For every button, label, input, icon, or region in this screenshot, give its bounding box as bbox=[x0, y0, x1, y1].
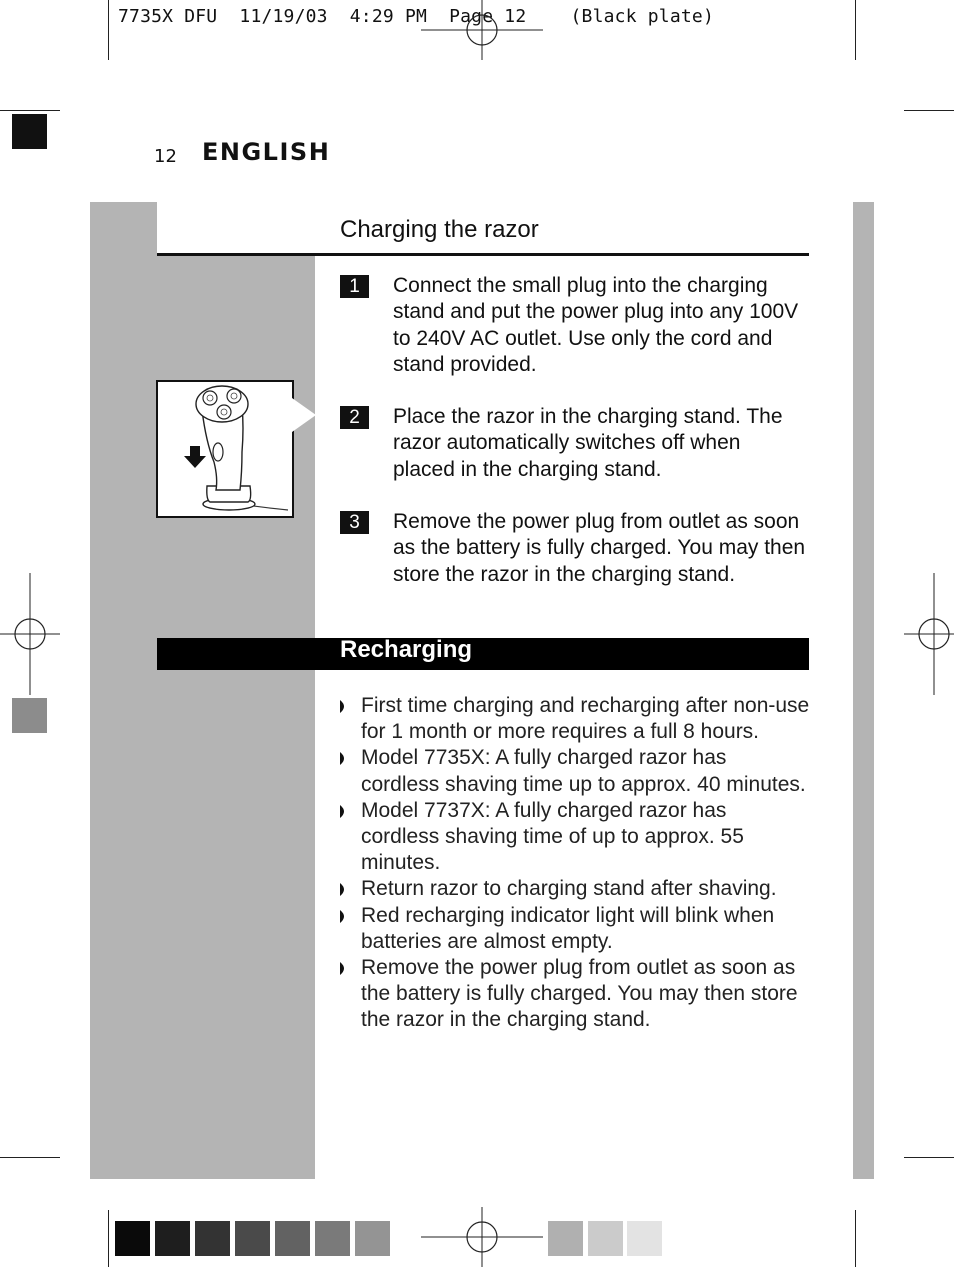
crop-mark bbox=[108, 0, 109, 60]
list-item-text: Return razor to charging stand after shaving. bbox=[361, 877, 777, 901]
list-item-text: Model 7735X: A fully charged razor has cordless shaving time up to approx. 40 minutes. bbox=[361, 746, 806, 796]
list-item bbox=[340, 693, 810, 745]
down-arrow-icon bbox=[184, 446, 206, 468]
crop-mark bbox=[904, 110, 954, 111]
bullet-icon bbox=[340, 883, 348, 896]
list-item-text: First time charging and recharging after non-use for 1 month or more requires a full 8 hours. bbox=[361, 694, 810, 744]
bullet-icon bbox=[340, 805, 348, 818]
step-number: 3 bbox=[340, 511, 369, 534]
grayscale-swatch bbox=[275, 1221, 310, 1256]
title-band bbox=[157, 202, 315, 254]
bullet-icon bbox=[340, 910, 348, 923]
list-item bbox=[340, 876, 810, 902]
grayscale-swatch bbox=[627, 1221, 662, 1256]
crop-mark bbox=[855, 1210, 856, 1267]
list-item-text: Red recharging indicator light will blink when batteries are almost empty. bbox=[361, 903, 775, 953]
list-item bbox=[340, 745, 810, 797]
razor-illustration bbox=[156, 380, 294, 518]
recharging-list bbox=[340, 693, 810, 1034]
list-item-text: Model 7737X: A fully charged razor has cordless shaving time of up to approx. 55 minutes. bbox=[361, 798, 744, 875]
crop-mark bbox=[108, 1210, 109, 1267]
registration-mark-icon bbox=[0, 573, 60, 695]
grayscale-swatch bbox=[155, 1221, 190, 1256]
crop-mark bbox=[904, 1157, 954, 1158]
grayscale-swatch bbox=[588, 1221, 623, 1256]
step-text: Remove the power plug from outlet as soon as the battery is fully charged. You may then store the razor in the charging stand. bbox=[393, 510, 806, 586]
left-gray-column bbox=[90, 202, 315, 1179]
grayscale-swatch bbox=[548, 1221, 583, 1256]
right-gray-tab bbox=[853, 202, 874, 1179]
density-square-gray bbox=[12, 698, 47, 733]
bullet-icon bbox=[340, 752, 348, 765]
crop-mark bbox=[0, 110, 60, 111]
registration-mark-icon bbox=[421, 0, 543, 60]
step-number: 1 bbox=[340, 275, 369, 298]
crop-mark bbox=[855, 0, 856, 60]
crop-mark bbox=[0, 1157, 60, 1158]
title-rule bbox=[157, 253, 809, 256]
razor-in-stand-icon bbox=[158, 382, 292, 516]
step-number: 2 bbox=[340, 406, 369, 429]
page-number: 12 bbox=[154, 146, 177, 167]
list-item bbox=[340, 798, 810, 877]
section-title-charging: Charging the razor bbox=[340, 216, 539, 243]
grayscale-swatch bbox=[315, 1221, 350, 1256]
recharging-header-bar bbox=[157, 638, 809, 670]
bullet-icon bbox=[340, 962, 348, 975]
section-title-recharging: Recharging bbox=[340, 636, 473, 663]
language-heading: ENGLISH bbox=[202, 138, 331, 166]
registration-mark-icon bbox=[904, 573, 954, 695]
print-slug: 7735X DFU 11/19/03 4:29 PM Page 12 (Black plate) bbox=[118, 6, 714, 27]
grayscale-swatch bbox=[195, 1221, 230, 1256]
grayscale-swatch bbox=[115, 1221, 150, 1256]
registration-mark-icon bbox=[421, 1207, 543, 1267]
grayscale-swatch bbox=[355, 1221, 390, 1256]
bullet-icon bbox=[340, 700, 348, 713]
list-item-text: Remove the power plug from outlet as soon as the battery is fully charged. You may then store the razor in the charging stand. bbox=[361, 956, 798, 1032]
grayscale-swatch bbox=[235, 1221, 270, 1256]
pointer-triangle-icon bbox=[292, 398, 316, 432]
list-item bbox=[340, 955, 810, 1034]
step-text: Place the razor in the charging stand. The razor automatically switches off when placed in the charging stand. bbox=[393, 405, 783, 481]
step-text: Connect the small plug into the charging stand and put the power plug into any 100V to 240V AC outlet. Use only the cord and stand provided. bbox=[393, 274, 799, 376]
density-square-black bbox=[12, 114, 47, 149]
list-item bbox=[340, 903, 810, 955]
